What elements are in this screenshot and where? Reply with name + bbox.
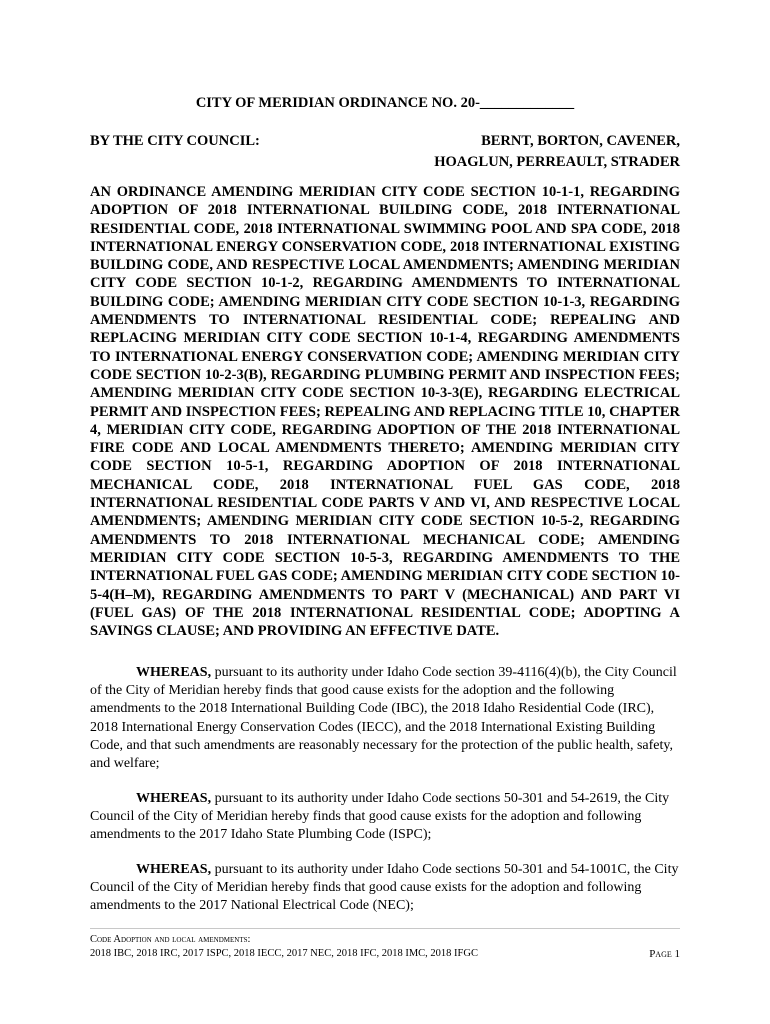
footer-divider: [90, 928, 680, 929]
whereas-clause-3: [90, 861, 680, 916]
footer-line-1: Code Adoption and local amendments:: [90, 934, 251, 945]
council-members-line-1: BERNT, BORTON, CAVENER,: [481, 133, 680, 149]
council-members-line-2: HOAGLUN, PERREAULT, STRADER: [434, 154, 680, 170]
council-members: [434, 131, 680, 173]
council-label: BY THE CITY COUNCIL:: [90, 133, 260, 149]
page-number: Page 1: [649, 948, 680, 960]
whereas-lead: WHEREAS,: [136, 791, 212, 806]
whereas-text: pursuant to its authority under Idaho Code sections 50-301 and 54-1001C, the City Council of the City of Meridian hereby finds that good cause exists for the adoption and following amendments to the 2017 National Electrical Code (NEC);: [90, 862, 679, 914]
whereas-text: pursuant to its authority under Idaho Code section 39-4116(4)(b), the City Council of the City of Meridian hereby finds that good cause exists for the adoption and the following amendments to the 2018 International Building Code (IBC), the 2018 Idaho Residential Code (IRC), 2018 International Energy Conservation Codes (IECC), and the 2018 International Existing Building Code, and that such amendments are reasonably necessary for the protection of the public health, safety, and welfare;: [90, 665, 677, 772]
whereas-clause-2: [90, 790, 680, 845]
whereas-clause-1: [90, 664, 680, 773]
whereas-lead: WHEREAS,: [136, 862, 212, 877]
ordinance-title: CITY OF MERIDIAN ORDINANCE NO. 20-_____________: [195, 95, 575, 111]
page-footer: [90, 933, 680, 961]
ordinance-heading: AN ORDINANCE AMENDING MERIDIAN CITY CODE SECTION 10-1-1, REGARDING ADOPTION OF 2018 INTERNATIONAL BUILDING CODE, 2018 INTERNATIONAL RESIDENTIAL CODE, 2018 INTERNATIONAL SWIMMING POOL AND SPA CODE, 2018 INTERNATIONAL ENERGY CONSERVATION CODE, 2018 INTERNATIONAL EXISTING BUILDING CODE, AND RESPECTIVE LOCAL AMENDMENTS; AMENDING MERIDIAN CITY CODE SECTION 10-1-2, REGARDING AMENDMENTS TO INTERNATIONAL BUILDING CODE; AMENDING MERIDIAN CITY CODE SECTION 10-1-3, REGARDING AMENDMENTS TO INTERNATIONAL RESIDENTIAL CODE; REPEALING AND REPLACING MERIDIAN CITY CODE SECTION 10-1-4, REGARDING AMENDMENTS TO INTERNATIONAL ENERGY CONSERVATION CODE; AMENDING MERIDIAN CITY CODE SECTION 10-2-3(B), REGARDING PLUMBING PERMIT AND INSPECTION FEES; AMENDING MERIDIAN CITY CODE SECTION 10-3-3(E), REGARDING ELECTRICAL PERMIT AND INSPECTION FEES; REPEALING AND REPLACING TITLE 10, CHAPTER 4, MERIDIAN CITY CODE, REGARDING ADOPTION OF THE 2018 INTERNATIONAL FIRE CODE AND LOCAL AMENDMENTS THERETO; AMENDING MERIDIAN CITY CODE SECTION 10-5-1, REGARDING ADOPTION OF 2018 INTERNATIONAL MECHANICAL CODE, 2018 INTERNATIONAL FUEL GAS CODE, 2018 INTERNATIONAL RESIDENTIAL CODE PARTS V AND VI, AND RESPECTIVE LOCAL AMENDMENTS; AMENDING MERIDIAN CITY CODE SECTION 10-5-2, REGARDING AMENDMENTS TO 2018 INTERNATIONAL MECHANICAL CODE; AMENDING MERIDIAN CITY CODE SECTION 10-5-3, REGARDING AMENDMENTS TO THE INTERNATIONAL FUEL GAS CODE; AMENDING MERIDIAN CITY CODE SECTION 10-5-4(H–M), REGARDING AMENDMENTS TO PART V (MECHANICAL) AND PART VI (FUEL GAS) OF THE 2018 INTERNATIONAL RESIDENTIAL CODE; ADOPTING A SAVINGS CLAUSE; AND PROVIDING AN EFFECTIVE DATE.: [90, 184, 680, 640]
whereas-text: pursuant to its authority under Idaho Code sections 50-301 and 54-2619, the City Council of the City of Meridian hereby finds that good cause exists for the adoption and following amendments to the 2017 Idaho State Plumbing Code (ISPC);: [90, 791, 670, 843]
whereas-lead: WHEREAS,: [136, 665, 212, 680]
footer-line-2: 2018 IBC, 2018 IRC, 2017 ISPC, 2018 IECC, 2017 NEC, 2018 IFC, 2018 IMC, 2018 IFGC: [90, 948, 478, 959]
